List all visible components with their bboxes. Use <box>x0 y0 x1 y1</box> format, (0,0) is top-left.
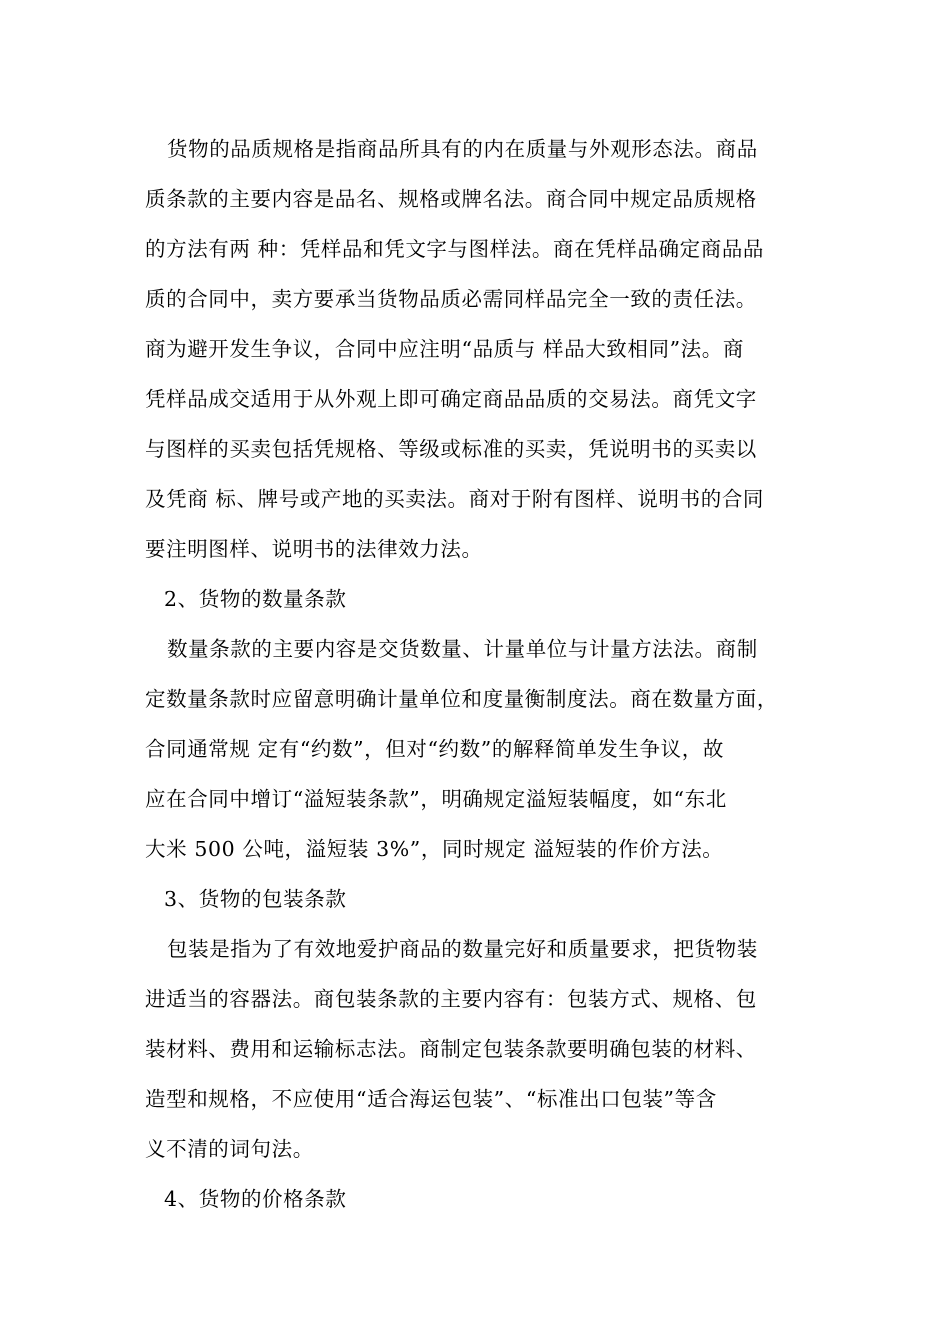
text-line: 质条款的主要内容是品名、规格或牌名法。商合同中规定品质规格 <box>145 187 757 211</box>
paragraph-quality <box>145 124 835 574</box>
text-line: 的方法有两 种：凭样品和凭文字与图样法。商在凭样品确定商品品 <box>145 237 765 261</box>
text-line: 造型和规格，不应使用“适合海运包装”、“标准出口包装”等含 <box>145 1087 717 1111</box>
text-line: 要注明图样、说明书的法律效力法。 <box>145 537 483 561</box>
text-line: 进适当的容器法。商包装条款的主要内容有：包装方式、规格、包 <box>145 987 757 1011</box>
text-line: 包装是指为了有效地爱护商品的数量完好和质量要求，把货物装 <box>167 937 758 961</box>
text-line: 及凭商 标、牌号或产地的买卖法。商对于附有图样、说明书的合同 <box>145 487 765 511</box>
paragraph-packing <box>145 924 835 1174</box>
text-line: 合同通常规 定有“约数”，但对“约数”的解释简单发生争议，故 <box>145 737 724 761</box>
text-line: 质的合同中，卖方要承当货物品质必需同样品完全一致的责任法。 <box>145 287 757 311</box>
paragraph-quantity <box>145 624 835 874</box>
text-line: 应在合同中增订“溢短装条款”，明确规定溢短装幅度，如“东北 <box>145 787 727 811</box>
text-line: 大米 500 公吨，溢短装 3%”，同时规定 溢短装的作价方法。 <box>145 837 724 861</box>
text-line: 货物的品质规格是指商品所具有的内在质量与外观形态法。商品 <box>167 137 758 161</box>
text-line: 数量条款的主要内容是交货数量、计量单位与计量方法法。商制 <box>167 637 758 661</box>
section-heading-quantity: 2、货物的数量条款 <box>164 587 347 611</box>
text-line: 凭样品成交适用于从外观上即可确定商品品质的交易法。商凭文字 <box>145 387 757 411</box>
text-line: 定数量条款时应留意明确计量单位和度量衡制度法。商在数量方面， <box>145 687 778 711</box>
text-line: 商为避开发生争议，合同中应注明“品质与 样品大致相同”法。商 <box>145 337 744 361</box>
section-heading-packing: 3、货物的包装条款 <box>164 887 347 911</box>
text-line: 与图样的买卖包括凭规格、等级或标准的买卖，凭说明书的买卖以 <box>145 437 757 461</box>
section-heading-price: 4、货物的价格条款 <box>164 1187 347 1211</box>
document-page <box>145 124 835 1224</box>
text-line: 义不清的词句法。 <box>145 1137 314 1161</box>
text-line: 装材料、费用和运输标志法。商制定包装条款要明确包装的材料、 <box>145 1037 757 1061</box>
